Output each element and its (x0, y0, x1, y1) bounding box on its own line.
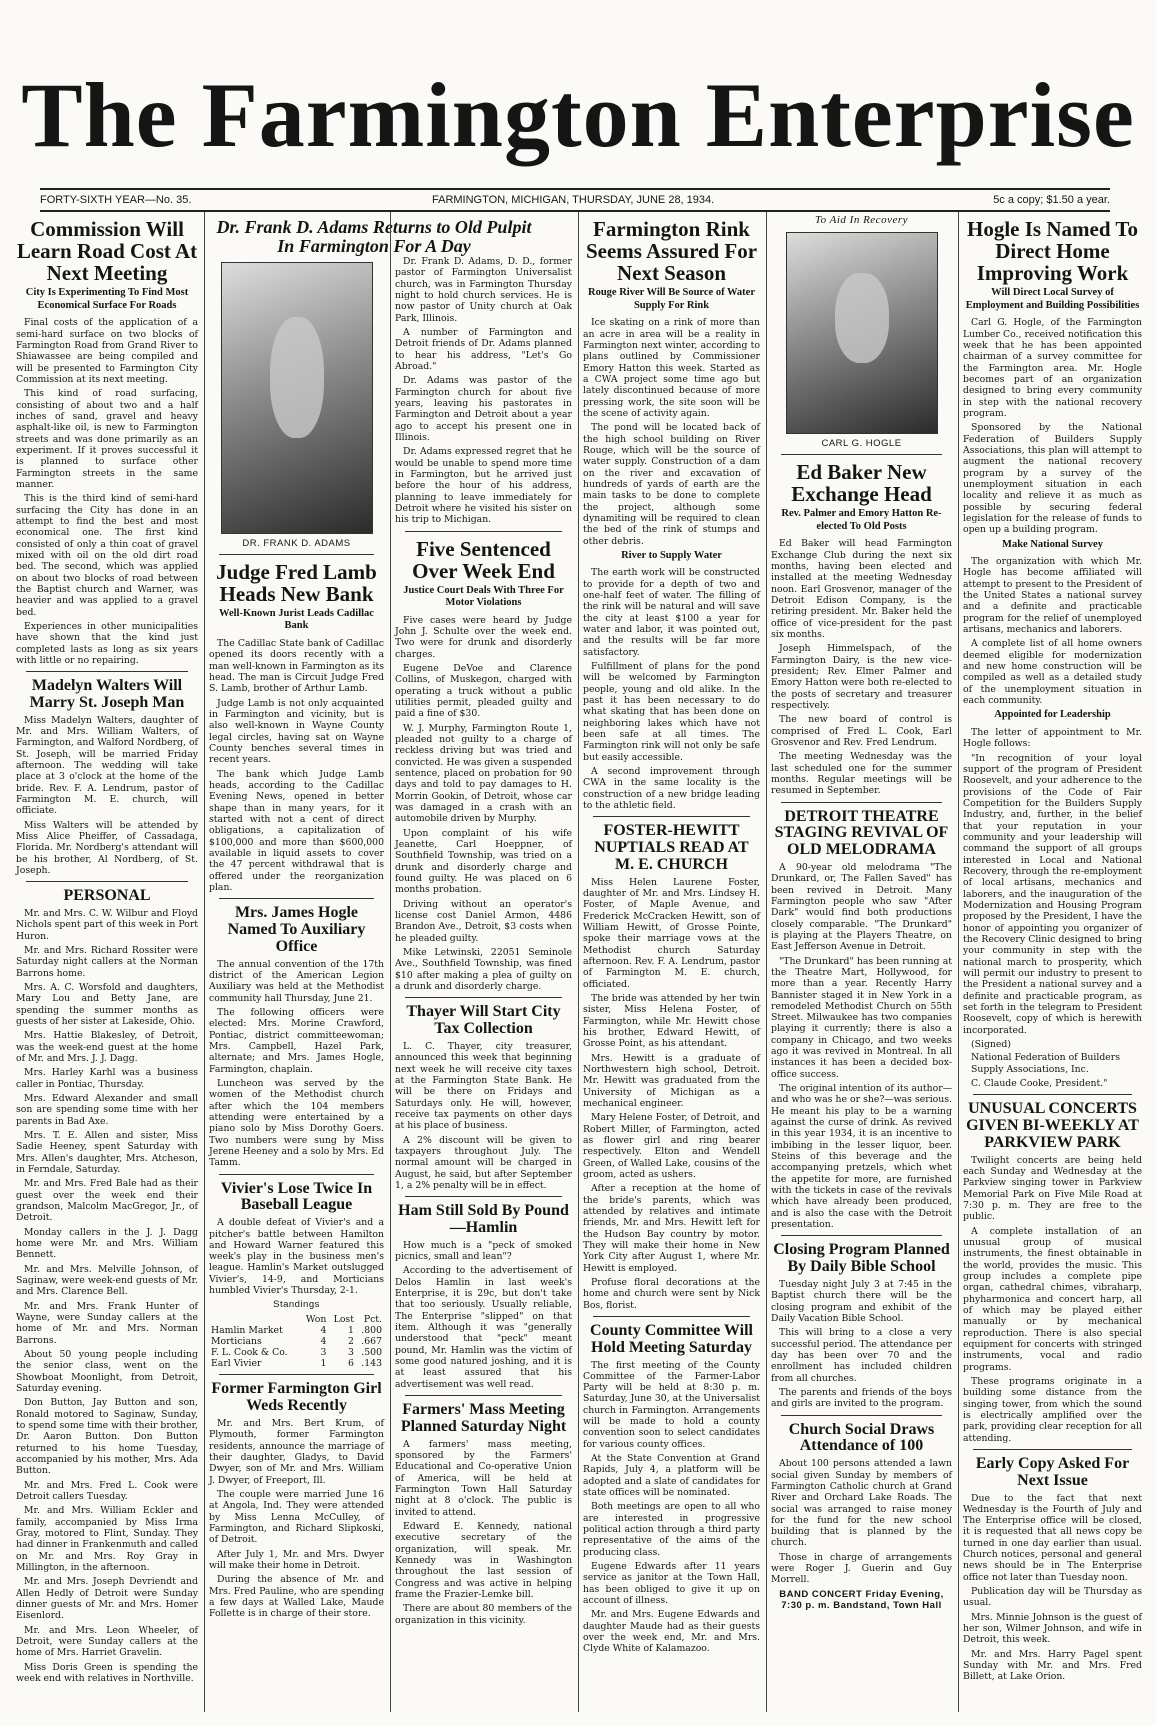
paragraph: A double defeat of Vivier's and a pitcher's battle between Hamilton and Howard Warner featured this week's play in the business men's league. Hamlin's Market outslugged Vivier's, 14-9, and Morticians humbled Vivier's Thursday, 2-1. (209, 1217, 384, 1297)
paragraph: Five cases were heard by Judge John J. Schulte over the week end. Two were for drunk and disorderly charges. (395, 614, 572, 660)
col-header: Pct. (363, 1314, 382, 1326)
headline-church-social: Church Social Draws Attendance of 100 (788, 1420, 935, 1455)
paragraph: A farmers' mass meeting, sponsored by the Farmers' Educational and Co-operative Union of America, will be held at Farmington Town Hall Saturday night at 8 o'clock. The public is invited to attend. (395, 1438, 572, 1518)
paragraph: The first meeting of the County Committee of the Farmer-Labor Party will be held at 8:30 p. m. Saturday, June 30, at the Universalist church in Farmington. Arrangements will be made to hold a county convention soon to select candidates for various county offices. (583, 1359, 760, 1450)
team-won: 4 (320, 1336, 327, 1348)
paragraph: Profuse floral decorations at the home and church were sent by Nick Bos, florist. (583, 1276, 760, 1311)
deck-ed-baker: Rev. Palmer and Emory Hatton Re-elected To Old Posts (781, 508, 942, 532)
paragraph: Experiences in other municipalities have shown that the kind just completed lasts as long as six years with little or no repairing. (16, 620, 198, 666)
paragraph: Mr. and Mrs. Fred L. Cook were Detroit callers Tuesday. (16, 1479, 198, 1502)
paragraph: Sponsored by the National Federation of Builders Supply Associations, this plan will attempt to augment the national recovery program by a survey of the unemployment situation in each locality and relieve it as much as possible by securing federal legislation for the release of funds to open up a building program. (963, 422, 1142, 536)
standings-table (209, 1314, 384, 1369)
paragraph: The bank which Judge Lamb heads, according to the Cadillac Evening News, opened in better shape than in many years, for it started with not a cent of direct obligations, a capitalization of $100,000 and more than $600,000 available in liquid assets to cover the 47 percent withdrawal that is offered under the reorganization plan. (209, 768, 384, 893)
paragraph: Fulfillment of plans for the pond will be welcomed by Farmington people, young and old alike. In the past it has been necessary to do what skating that has been done on neighboring lakes which have not been safe at all times. The Farmington rink will not only be safe but easily accessible. (583, 661, 760, 763)
dateline-bar (40, 188, 1110, 212)
signature-line: National Federation of Builders Supply Associations, Inc. (971, 1052, 1121, 1076)
column-1 (12, 212, 202, 1712)
paragraph: Tuesday night July 3 at 7:45 in the Baptist church there will be the closing program and exhibit of the Daily Vacation Bible School. (771, 1278, 952, 1324)
team-won: 3 (320, 1347, 327, 1359)
paragraph: This is the third kind of semi-hard surfacing the City has done in an attempt to find the best and most economical one. The first kind consisted of only a thin coat of gravel mixed with oil on the old dirt road bed. The second, which was applied on about two blocks of road between the Baptist church and Warner, was heavier and was applied to a gravel bed. (16, 493, 198, 618)
divider (405, 997, 562, 998)
headline-personal: PERSONAL (63, 887, 151, 905)
headline-judge-lamb: Judge Fred Lamb Heads New Bank (216, 559, 377, 606)
paragraph: Don Button, Jay Button and son, Ronald motored to Saginaw, Sunday, to spend some time with their brother, Dr. Aaron Button. Don Button returned to his home Tuesday, accompanied by his mother, Mrs. Ada Button. (16, 1397, 198, 1477)
standings-header-row (209, 1314, 384, 1325)
headline-rink: Farmington Rink Seems Assured For Next Season (585, 217, 758, 286)
headline-unusual-concerts: UNUSUAL CONCERTS GIVEN BI-WEEKLY AT PARKVIEW PARK (966, 1100, 1139, 1151)
headline-farmington-girl: Former Farmington Girl Weds Recently (211, 1380, 382, 1415)
col-header: Won (305, 1314, 327, 1326)
paragraph: Mr. and Mrs. Joseph Devriendt and Allen Hedly of Detroit were Sunday dinner guests of Mr. and Mrs. Homer Eisenlord. (16, 1576, 198, 1622)
column-4 (578, 212, 764, 1712)
paragraph: Mike Letwinski, 22051 Seminole Ave., Southfield Township, was fined $10 after making a plea of guilty on a drunk and disorderly charge. (395, 947, 572, 992)
paragraph: After a reception at the home of the bride's parents, which was attended by relatives and intimate friends, Mr. and Mrs. Hewitt left for the Hudson Bay country by motor. They will make their home in New York City after August 1, where Mr. Hewitt is employed. (583, 1183, 760, 1274)
paragraph: Miss Helen Laurene Foster, daughter of Mr. and Mrs. Lindsey H. Foster, of Maple Avenue, and Frederick McCracken Hewitt, son of William Hewitt, of Grosse Pointe, spoke their marriage vows at the Methodist church Saturday afternoon. Rev. F. A. Lendrum, pastor of Farmington M. E. church, officiated. (583, 876, 760, 990)
paragraph: Dr. Adams was pastor of the Farmington church for about five years, leaving his pastorates in Farmington and Detroit about a year ago to accept his present one in Illinois. (395, 375, 572, 443)
paragraph: Mr. and Mrs. Leon Wheeler, of Detroit, were Sunday callers at the home of Mrs. Harriet Gravelin. (16, 1624, 198, 1659)
paragraph: The earth work will be constructed to provide for a depth of two and one-half feet of water. The filling of the rink will be natural and will save the city at least $100 a year for water and labor, it was pointed out, and the results will be far more satisfactory. (583, 567, 760, 658)
paragraph: Due to the fact that next Wednesday is the Fourth of July and The Enterprise office will be closed, it is requested that all news copy be turned in one day earlier than usual. Church notices, personal and general news should be in The Enterprise office not later than Tuesday noon. (963, 1492, 1142, 1583)
divider (593, 816, 750, 817)
team-lost: 1 (348, 1325, 354, 1337)
headline-hogle-auxiliary: Mrs. James Hogle Named To Auxiliary Office (227, 904, 366, 955)
paragraph: The new board of control is comprised of Fred L. Cook, Earl Grosvenor and Rev. Fred Lendrum. (771, 714, 952, 748)
paragraph: At the State Convention at Grand Rapids, July 4, a platform will be adopted and a slate of candidates for state offices will be nominated. (583, 1453, 760, 1499)
band-concert-notice: BAND CONCERT Friday Evening, 7:30 p. m. Bandstand, Town Hall (779, 1588, 944, 1611)
photo-frank-adams (221, 262, 373, 534)
deck-road-cost: City Is Experimenting To Find Most Economical Surface For Roads (25, 287, 189, 311)
paragraph: Mr. and Mrs. Frank Hunter of Wayne, were Sunday callers at the home of Mr. and Mrs. Norman Barrons. (16, 1300, 198, 1346)
paragraph: A second improvement through CWA in the same locality is the construction of a new bridge leading to the athletic field. (583, 766, 760, 812)
paragraph: The pond will be located back of the high school building on River Rouge, which will be the source of water supply. Construction of a dam on the river and excavation of hundreds of yards of earth are the main tasks to be done to complete the project, although some dynamiting will be required to clean the bed of the rink of stumps and other debris. (583, 422, 760, 547)
paragraph: The letter of appointment to Mr. Hogle follows: (963, 727, 1142, 750)
divider (405, 531, 562, 532)
photo-carl-hogle (786, 232, 938, 434)
signature-line: (Signed) (971, 1038, 1011, 1050)
paragraph: This will bring to a close a very successful period. The attendance per day has been over 70 and the enrollment has included children from all churches. (771, 1327, 952, 1384)
paragraph: Ed Baker will head Farmington Exchange Club during the next six months, having been elected and installed at the meeting Wednesday noon. Earl Grosvenor, manager of the Detroit Edison Company, is the retiring president. Mr. Baker held the office of vice-president for the past six months. (771, 538, 952, 640)
headline-viviers: Vivier's Lose Twice In Baseball League (220, 1179, 373, 1214)
divider (781, 802, 942, 803)
paragraph: Dr. Frank D. Adams, D. D., former pastor of Farmington Universalist church, was in Farmington Thursday night to hold church services. He is now pastor of Unity church at Oak Park, Illinois. (395, 256, 572, 324)
headline-adams: Dr. Frank D. Adams Returns to Old Pulpit In Farmington For A Day (216, 217, 532, 256)
team-name: Morticians (211, 1336, 262, 1348)
masthead-title: The Farmington Enterprise (21, 64, 1135, 166)
paragraph: After July 1, Mr. and Mrs. Dwyer will make their home in Detroit. (209, 1548, 384, 1571)
team-pct: .667 (361, 1336, 382, 1348)
caption-carl-hogle: CARL G. HOGLE (821, 438, 902, 449)
paragraph: Ice skating on a rink of more than an acre in area will be a reality in Farmington next winter, according to plans outlined by Commissioner Emory Hatton this week. Started as a CWA project some time ago but lately discontinued because of more pressing work, the site soon will be the scene of activity again. (583, 317, 760, 419)
divider (219, 898, 374, 899)
team-name: Earl Vivier (211, 1358, 262, 1370)
team-lost: 3 (348, 1347, 354, 1359)
paragraph: A 2% discount will be given to taxpayers throughout July. The normal amount will be charged in August, he said, but after September 1, a 2% penalty will be in effect. (395, 1134, 572, 1191)
paragraph: Both meetings are open to all who are interested in progressive political action through a third party representative of the aims of the producing class. (583, 1501, 760, 1558)
divider (26, 881, 188, 882)
paragraph: During the absence of Mr. and Mrs. Fred Pauline, who are spending a few days at Walled Lake, Maude Follette is in charge of their store. (209, 1574, 384, 1620)
deck-five-sentenced: Justice Court Deals With Three For Motor Violations (403, 584, 564, 609)
subhead-river-water: River to Supply Water (621, 549, 722, 561)
divider (593, 1316, 750, 1317)
paragraph: "In recognition of your loyal support of the program of President Roosevelt, and your adherence to the provisions of the Code of Fair Competition for the Builders Supply Industry, and, further, in the belief that your reputation in your community and your leadership will command the support of all groups interested in Local and National Recovery, through the re-employment of local artisans, mechanics and laborers, and the inauguration of the Modernization and Housing Program proposed by the President, I have the honor of appointing you organizer of the Recovery Clinic designed to bring your community in step with the national march to prosperity, which will permit our industry to present to the President a national survey and a definite and practicable program, as set forth in the telegram to President Roosevelt, copy of which is herewith incorporated. (963, 752, 1142, 1036)
headline-detroit-theatre: DETROIT THEATRE STAGING REVIVAL OF OLD MELODRAMA (774, 807, 949, 859)
paragraph: Edward E. Kennedy, national executive secretary of the organization, will speak. Mr. Kennedy was in Washington throughout the last session of Congress and was active in helping frame the Frazier-Lemke bill. (395, 1520, 572, 1600)
paragraph: Mr. and Mrs. Melville Johnson, of Saginaw, were week-end guests of Mr. and Mrs. Clarence Bell. (16, 1263, 198, 1298)
team-name: Hamlin Market (211, 1325, 283, 1337)
paragraph: The bride was attended by her twin sister, Miss Helena Foster, of Farmington, while Mr. Hewitt chose his brother, Edward Hewitt, of Grosse Point, as his attendant. (583, 993, 760, 1050)
team-won: 1 (320, 1358, 327, 1370)
divider (781, 454, 942, 455)
place-date: FARMINGTON, MICHIGAN, THURSDAY, JUNE 28, 1934. (432, 194, 715, 206)
paragraph: About 50 young people including the senior class, went on the Showboat Moonlight, from Detroit, Saturday evening. (16, 1348, 198, 1394)
paragraph: Carl G. Hogle, of the Farmington Lumber Co., received notification this week that he has been appointed chairman of a survey committee for the Farmington area. Mr. Hogle becomes part of an organization designed to bring every community in step with the national recovery program. (963, 317, 1142, 419)
paragraph: The Cadillac State bank of Cadillac opened its doors recently with a man well-known in Farmington as its head. The man is Circuit Judge Fred S. Lamb, brother of Arthur Lamb. (209, 638, 384, 695)
paragraph: A complete list of all home owners deemed eligible for modernization and new home construction will be compiled as well as a detailed study of the unemployment situation in each community. (963, 638, 1142, 707)
headline-county-committee: County Committee Will Hold Meeting Saturday (590, 1321, 753, 1356)
paragraph: Mr. and Mrs. Fred Bale had as their guest over the week end their grandson, Malcolm MacGregor, Jr., of Detroit. (16, 1178, 198, 1224)
headline-early-copy: Early Copy Asked For Next Issue (975, 1454, 1130, 1489)
caption-frank-adams: DR. FRANK D. ADAMS (242, 537, 351, 549)
headline-road-cost: Commission Will Learn Road Cost At Next Meeting (16, 217, 198, 286)
team-won: 4 (320, 1325, 327, 1337)
subhead-national-survey: Make National Survey (1002, 538, 1103, 550)
paragraph: The following officers were elected: Mrs. Morine Crawford, Pontiac, district committeewoman; Mrs. Campbell, Hazel Park, alternate; and Mrs. James Hogle, Farmington, chaplain. (209, 1006, 384, 1075)
paragraph: Upon complaint of his wife Jeanette, Carl Hoeppner, of Southfield Township, was tried on a drunk and disorderly charge and found guilty. He was placed on 6 months probation. (395, 827, 572, 896)
table-row (209, 1347, 384, 1358)
team-lost: 2 (348, 1336, 354, 1348)
paragraph: Mr. and Mrs. C. W. Wilbur and Floyd Nichols spent part of this week in Port Huron. (16, 908, 198, 942)
divider (405, 1196, 562, 1197)
paragraph: W. J. Murphy, Farmington Route 1, pleaded not guilty to a charge of reckless driving but was tried and convicted. He was given a suspended sentence, placed on probation for 90 days and told to pay damages to H. Morrin Gookin, of Detroit, whose car was damaged in a crash with an automobile driven by Murphy. (395, 722, 572, 825)
divider (973, 1094, 1132, 1095)
paragraph: A complete installation of an unusual group of musical instruments, the finest obtainable in the world, provides the music. This group includes a complete pipe organ, cathedral chimes, vibraharp, phyharmonica and concert harp, all of which may be played either manually or by mechanical reproduction. There is also special equipment for concerts with stringed instruments, vocal and radio programs. (963, 1225, 1142, 1373)
paragraph: L. C. Thayer, city treasurer, announced this week that beginning next week he will receive city taxes at the Farmington State Bank. He will be there on Fridays and Saturdays only. He will, however, receive tax payments on other days at his place of business. (395, 1040, 572, 1132)
paragraph: Publication day will be Thursday as usual. (963, 1586, 1142, 1609)
table-row (209, 1358, 384, 1369)
paragraph: Mrs. Minnie Johnson is the guest of her son, Wilmer Johnson, and wife in Detroit, this week. (963, 1611, 1142, 1646)
paragraph: Mrs. Edward Alexander and small son are spending some time with her parents in Bad Axe. (16, 1093, 198, 1127)
paragraph: Driving without an operator's license cost Daniel Armon, 4486 Brandon Ave., Detroit, $3 costs when he pleaded guilty. (395, 898, 572, 944)
signature-line: C. Claude Cooke, President." (971, 1077, 1108, 1089)
paragraph: Those in charge of arrangements were Roger J. Guerin and Guy Morrell. (771, 1551, 952, 1586)
paragraph: The organization with which Mr. Hogle has become affiliated will attempt to present to the President of the United States a national survey and a definite and practicable program for the relief of unemployed artisans, mechanics and laborers. (963, 556, 1142, 636)
paragraph: Miss Walters will be attended by Miss Alice Pheiffer, of Cassadaga, Florida. Mr. Nordberg's attendant will be his brother, Al Nordberg, of St. Joseph. (16, 819, 198, 877)
team-pct: .143 (361, 1358, 382, 1370)
paragraph: Monday callers in the J. J. Dagg home were Mr. and Mrs. William Bennett. (16, 1226, 198, 1261)
price: 5c a copy; $1.50 a year. (993, 194, 1110, 206)
paragraph: The original intention of its author—and who was he or she?—was serious. He meant his play to be a warning against the curse of drink. As revived in this year 1934, it is an incentive to imbibing in the lesser liquor, beer. Steins of this beverage and the accompanying pretzels, which whet the appetite for more, are furnished with the tickets in case of the revivals which have already been produced, and is also the case with the Detroit presentation. (771, 1083, 952, 1231)
kicker-recovery: To Aid In Recovery (814, 214, 908, 226)
paragraph: Judge Lamb is not only acquainted in Farmington and vicinity, but is also well-known in Wayne County legal circles, having sat on Wayne County benches several times in recent years. (209, 697, 384, 766)
paragraph: Mrs. Hattie Blakesley, of Detroit, was the week-end guest at the home of Mr. and Mrs. J. J. Dagg. (16, 1030, 198, 1065)
divider (973, 1449, 1132, 1450)
paragraph: Mary Helene Foster, of Detroit, and Robert Miller, of Farmington, acted as flower girl and ring bearer respectively. Elton and Wendell Green, of Walled Lake, cousins of the groom, acted as ushers. (583, 1112, 760, 1180)
column-3 (390, 212, 576, 1712)
paragraph: According to the advertisement of Delos Hamlin in last week's Enterprise, it is 29c, but don't take that too seriously. Usually reliable, The Enterprise "slipped" on that item. Although it was "generally understood that "peck" meant pound, Mr. Hamlin was the victim of some good natured joshing, and it is at least assured that his advertisement was well read. (395, 1265, 572, 1390)
paragraph: Mr. and Mrs. Bert Krum, of Plymouth, former Farmington residents, announce the marriage of their daughter, Gladys, to David Dwyer, son of Mr. and Mrs. William J. Dwyer, of Freeport, Ill. (209, 1418, 384, 1486)
team-lost: 6 (348, 1358, 354, 1370)
headline-five-sentenced: Five Sentenced Over Week End (412, 536, 555, 583)
headline-thayer: Thayer Will Start City Tax Collection (406, 1003, 561, 1038)
divider (781, 1415, 942, 1416)
paragraph: This kind of road surfacing, consisting of about two and a half inches of sand, gravel and heavy asphalt-like oil, is new to Farmington streets and was done primarily as an experiment. If it proves successful it is planned to surface other Farmington streets in the same manner. (16, 388, 198, 490)
paragraph: Final costs of the application of a semi-hard surface on two blocks of Farmington Road from Grand River to Shiawassee are being compiled and will be presented to Farmington City Commission at its next meeting. (16, 317, 198, 385)
paragraph: Twilight concerts are being held each Sunday and Wednesday at the Parkview singing tower in Parkview Memorial Park on Five Mile Road at 7:30 p. m. They are free to the public. (963, 1154, 1142, 1223)
deck-judge-lamb: Well-Known Jurist Leads Cadillac Bank (219, 607, 374, 632)
column-6 (958, 212, 1146, 1712)
table-row (209, 1325, 384, 1336)
divider (219, 1174, 374, 1175)
paragraph: Mrs. Harley Karhl was a business caller in Pontiac, Thursday. (16, 1067, 198, 1090)
divider (219, 1374, 374, 1375)
paragraph: Mrs. Hewitt is a graduate of Northwestern high school, Detroit. Mr. Hewitt was graduated from the University of Michigan as a mechanical engineer. (583, 1052, 760, 1109)
paragraph: Mr. and Mrs. William Eckler and family, accompanied by Miss Irma Gray, motored to Flint, Sunday. They had dinner in Frankenmuth and called on Mr. and Mrs. Roy Gray in Millington, in the afternoon. (16, 1505, 198, 1573)
paragraph: Mrs. T. E. Allen and sister, Miss Sadie Heeney, spent Saturday with Mrs. Allen's daughter, Mrs. Atcheson, in Ferndale, Saturday. (16, 1130, 198, 1176)
team-pct: .500 (361, 1347, 382, 1359)
paragraph: Miss Doris Green is spending the week end with relatives in Northville. (16, 1661, 198, 1684)
headline-foster-hewitt: FOSTER-HEWITT NUPTIALS READ AT M. E. CHURCH (594, 822, 749, 873)
paragraph: Joseph Himmelspach, of the Farmington Dairy, is the new vice-president; Rev. Elmer Palmer and Emory Hatton were both re-elected to the posts of secretary and treasurer respectively. (771, 643, 952, 711)
paragraph: Dr. Adams expressed regret that he would be unable to spend more time in Farmington, but he arrived just before the hour of his address, planning to leave immediately for Detroit where he visited his sister on his trip to Michigan. (395, 446, 572, 526)
paragraph: The meeting Wednesday was the last scheduled one for the summer months. Regular meetings will be resumed in September. (771, 751, 952, 797)
subhead-leadership: Appointed for Leadership (994, 709, 1111, 721)
divider (781, 1235, 942, 1236)
headline-farmers-meeting: Farmers' Mass Meeting Planned Saturday Night (400, 1401, 567, 1435)
paragraph: The parents and friends of the boys and girls are invited to the program. (771, 1386, 952, 1410)
deck-rink: Rouge River Will Be Source of Water Supply For Rink (587, 287, 755, 311)
headline-bible-school: Closing Program Planned By Daily Bible School (773, 1241, 950, 1276)
headline-ham: Ham Still Sold By Pound—Hamlin (398, 1202, 569, 1236)
paragraph: Mr. and Mrs. Richard Rossiter were Saturday night callers at the Norman Barrons home. (16, 945, 198, 979)
paragraph: The annual convention of the 17th district of the American Legion Auxiliary was held at the Methodist community hall Thursday, June 21. (209, 958, 384, 1004)
volume-number: FORTY-SIXTH YEAR—No. 35. (40, 194, 192, 206)
team-pct: .800 (361, 1325, 382, 1337)
col-header: Lost (333, 1314, 354, 1326)
paragraph: These programs originate in a building some distance from the singing tower, from which the sound is electrically amplified over the park, providing clear reception for all attending. (963, 1375, 1142, 1444)
headline-hogle-named: Hogle Is Named To Direct Home Improving Work (967, 217, 1138, 286)
column-5 (766, 212, 956, 1712)
headline-walters: Madelyn Walters Will Marry St. Joseph Man (29, 677, 185, 711)
paragraph: "The Drunkard" has been running at the Theatre Mart, Hollywood, for more than a year. Recently Harry Bannister staged it in New York in a remodeled Methodist Church on 55th Street. Milwaukee has two companies playing it currently; there is also a company in Chicago, and two weeks ago it was revived in Montreal. In all instances it has been a decided box-office success. (771, 955, 952, 1080)
paragraph: Miss Madelyn Walters, daughter of Mr. and Mrs. William Walters, of Farmington, and Walford Nordberg, of St. Joseph, will be married Friday afternoon. The wedding will take place at 3 o'clock at the home of the bride. Rev. F. A. Lendrum, pastor of Farmington M. E. church, will officiate. (16, 714, 198, 817)
divider (219, 554, 374, 555)
paragraph: A 90-year old melodrama "The Drunkard, or, The Fallen Saved" has been revived in Detroit. Many Farmington people who saw "After Dark" would find both productions closely comparable. "The Drunkard" is playing at the Players Theatre, on East Jefferson Avenue in Detroit. (771, 861, 952, 953)
paragraph: Mr. and Mrs. Eugene Edwards and daughter Maude had as their guests over the week end, Mr. and Mrs. Clyde White of Kalamazoo. (583, 1609, 760, 1655)
paragraph: Eugene DeVoe and Clarence Collins, of Muskegon, charged with operating a truck without a public utilities permit, pleaded guilty and paid a fine of $30. (395, 663, 572, 720)
paragraph: About 100 persons attended a lawn social given Sunday by members of Farmington Catholic church at Grand River and Orchard Lake Roads. The social was arranged to raise money for the fund for the new school building that is planned by the church. (771, 1458, 952, 1549)
paragraph: Mr. and Mrs. Harry Pagel spent Sunday with Mr. and Mrs. Fred Billett, at Lake Orion. (963, 1648, 1142, 1683)
divider (405, 1395, 562, 1396)
standings-title: Standings (273, 1299, 320, 1311)
paragraph: How much is a "peck of smoked picnics, small and lean"? (395, 1239, 572, 1263)
paragraph: The couple were married June 16 at Angola, Ind. They were attended by Miss Lenna McCulley, of Farmington, and Richard Slipkoski, of Detroit. (209, 1489, 384, 1546)
headline-ed-baker: Ed Baker New Exchange Head (791, 460, 932, 507)
paragraph: Eugene Edwards after 11 years service as janitor at the Town Hall, has been obliged to give it up on account of illness. (583, 1561, 760, 1607)
paragraph: Mrs. A. C. Worsfold and daughters, Mary Lou and Betty Jane, are spending the summer months as guests of her sister at Lakeside, Ohio. (16, 982, 198, 1028)
table-row (209, 1336, 384, 1347)
divider (26, 671, 188, 672)
paragraph: There are about 80 members of the organization in this vicinity. (395, 1603, 572, 1626)
paragraph: Luncheon was served by the women of the Methodist church after which the 104 members attending were entertained by a piano solo by Miss Dorothy Goers. Two numbers were sung by Miss Jerene Heeney and a solo by Mrs. Ed Tamm. (209, 1077, 384, 1169)
team-name: F. L. Cook & Co. (211, 1347, 288, 1359)
deck-hogle-named: Will Direct Local Survey of Employment and Building Possibilities (965, 287, 1140, 311)
paragraph: A number of Farmington and Detroit friends of Dr. Adams planned to hear his address, "Let's Go Abroad." (395, 326, 572, 372)
